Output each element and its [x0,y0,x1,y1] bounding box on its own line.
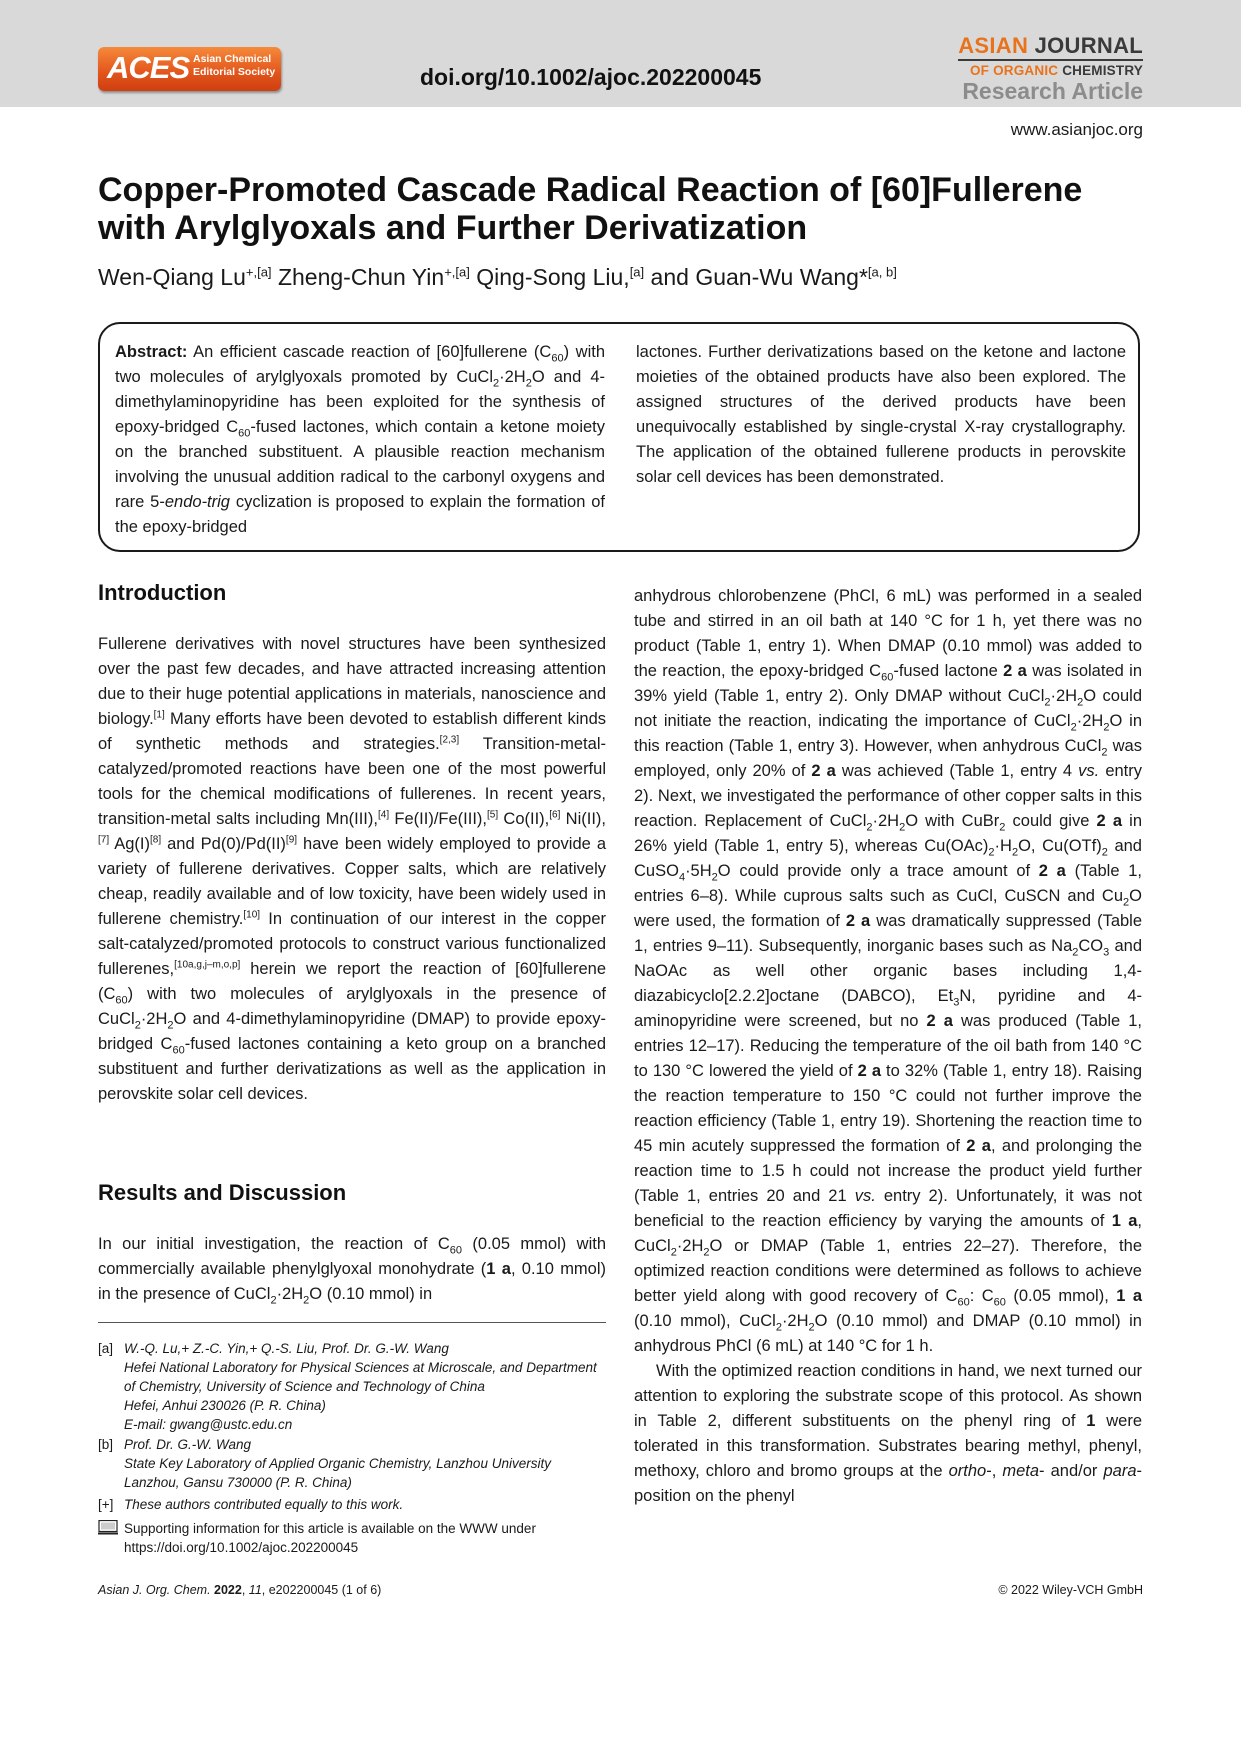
authors-conjunction: and [650,264,689,290]
abstract-right-column: lactones. Further derivatizations based on the ketone and lactone moieties of the obtained products have also been explored. The assigned structures of the derived products have been unequivocally established by single-crystal X-ray crystallography. The application of the obtained fullerene products in perovskite solar cell devices has been demonstrated. [636,343,1126,486]
abstract-label: Abstract: [115,343,188,361]
author-affiliation: +,[a] [245,264,272,280]
author-name[interactable]: Guan-Wu Wang* [695,264,868,290]
footnote-supporting-info [98,1519,608,1557]
journal-logo [958,34,1143,104]
citation-ref[interactable]: [10a,g,j–m,o,p] [174,959,241,971]
footnote-a: [a] W.-Q. Lu,+ Z.-C. Yin,+ Q.-S. Liu, Prof. Dr. G.-W. Wang Hefei National Laboratory for Physical Sciences at Microscale, and Department of Chemistry, University of Science and Technology of China Hefei, Anhui 230026 (P. R. China) E-mail: gwang@ustc.edu.cn [98,1339,608,1434]
results-text-right: anhydrous chlorobenzene (PhCl, 6 mL) was performed in a sealed tube and stirred in an oil bath at 140 °C for 1 h, yet there was no product (Table 1, entry 1). When DMAP (0.10 mmol) was added to the reaction, the epoxy-bridged $C_{60}$-fused lactone 2 a was isolated in 39% yield (Table 1, entry 2). Only DMAP without $CuCl_2\cdot 2H_2O$ could not initiate the reaction, indicating the importance of $CuCl_2\cdot 2H_2O$ in this reaction (Table 1, entry 3). However, when anhydrous CuCl$_2$ was employed, only 20% of 2 a was achieved (Table 1, entry 4 vs. entry 2). Next, we investigated the performance of other copper salts in this reaction. Replacement of $CuCl_2\cdot 2H_2O$ with CuBr$_2$ could give 2 a in 26% yield (Table 1, entry 5), whereas $Cu(OAc)_2\cdot H_2O$, $Cu(OTf)_2$ and $CuSO_4\cdot 5H_2O$ could provide only a trace amount of 2 a (Table 1, entries 6–8). While cuprous salts such as CuCl, CuSCN and $Cu_2O$ were used, the formation of 2 a was dramatically suppressed (Table 1, entries 9–11). Subsequently, inorganic bases such as $Na_2CO_3$ and NaOAc as well other organic bases including 1,4-diazabicyclo[2.2.2]octane (DABCO), $Et_3N$, pyridine and 4-aminopyridine were screened, but no 2 a was produced (Table 1, entries 12–17). Reducing the temperature of the oil bath from 140 °C to 130 °C lowered the yield of 2 a to 32% (Table 1, entry 18). Raising the reaction temperature to 150 °C could not further improve the reaction efficiency (Table 1, entry 19). Shortening the reaction time to 45 min acutely suppressed the formation of 2 a, and prolonging the reaction time to 1.5 h could not increase the product yield further (Table 1, entries 20 and 21 vs. entry 2). Unfortunately, it was not beneficial to the reaction efficiency by varying the amounts of 1 a, $CuCl_2\cdot 2H_2O$ or DMAP (Table 1, entries 22–27). Therefore, the optimized reaction conditions were determined as follows to achieve better yield along with good recovery of $C_{60}$: $C_{60}$ (0.05 mmol), 1 a (0.10 mmol), $CuCl_2\cdot 2H_2O$ (0.10 mmol) and DMAP (0.10 mmol) in anhydrous PhCl (6 mL) at 140 °C for 1 h. With the optimized reaction conditions in hand, we next turned our attention to exploring the substrate scope of this protocol. As shown in Table 2, different substituents on the phenyl ring of 1 were tolerated in this transformation. Substrates bearing methyl, phenyl, methoxy, chloro and bromo groups at the ortho-, meta- and/or para-position on the phenyl [634,587,1143,1505]
author-name[interactable]: Wen-Qiang Lu [98,264,246,290]
footer-citation: Asian J. Org. Chem. 2022, 11, e202200045 (1 of 6) [98,1583,382,1597]
supporting-info-link[interactable]: Supporting information for this article is available on the WWW under https://doi.org/10.1002/ajoc.202200045 [124,1521,536,1555]
abstract-left-column: Abstract: An efficient cascade reaction of [60]fullerene $(C_{60})$ with two molecules of arylglyoxals promoted by $CuCl_2\cdot 2H_2O$ and 4-dimethylaminopyridine has been exploited for the synthesis of epoxy-bridged $C_{60}$-fused lactones, which contain a ketone moiety on the branched substituent. A plausible reaction mechanism involving the unusual addition radical to the carbonyl oxygens and rare 5-endo-trig cyclization is proposed to explain the formation of the epoxy-bridged [115,343,606,536]
author-list [98,264,897,291]
introduction-text: Fullerene derivatives with novel structures have been synthesized over the past few decades, and have attracted increasing attention due to their huge potential applications in materials, nanoscience and biology.[1] Many efforts have been devoted to establish different kinds of synthetic methods and strategies.[2,3] Transition-metal-catalyzed/promoted reactions have been one of the most powerful tools for the chemical modifications of fullerenes. In recent years, transition-metal salts including Mn(III),[4] Fe(II)/Fe(III),[5] Co(II),[6] Ni(II),[7] Ag(I)[8] and Pd(0)/Pd(II)[9] have been widely employed to provide a variety of fullerene derivatives. Copper salts, which are relatively cheap, readily available and of low toxicity, have been widely used in fullerene chemistry.[10] In continuation of our interest in the copper salt-catalyzed/promoted protocols to construct various functionalized fullerenes,[10a,g,j–m,o,p] herein we report the reaction of [60]fullerene $(C_{60})$ with two molecules of arylglyoxals in the presence of $CuCl_2\cdot 2H_2O$ and 4-dimethylaminopyridine (DMAP) to provide epoxy-bridged $C_{60}$-fused lactones containing a keto group on a branched substituent and further derivatizations as well as the application in perovskite solar cell devices. [98,635,606,1103]
footnote-divider [98,1322,606,1323]
computer-icon [98,1520,118,1535]
aces-logo-subtitle: Asian Chemical Editorial Society [193,53,276,78]
citation-ref[interactable]: [8] [149,834,162,846]
footer-copyright: © 2022 Wiley-VCH GmbH [998,1583,1143,1597]
journal-name-part2: JOURNAL [1034,33,1143,58]
section-heading-results: Results and Discussion [98,1180,347,1205]
author-name[interactable]: Zheng-Chun Yin [277,264,445,290]
citation-ref[interactable]: [10] [243,909,261,921]
footnote-b: [b] Prof. Dr. G.-W. Wang State Key Laboratory of Applied Organic Chemistry, Lanzhou University Lanzhou, Gansu 730000 (P. R. China) [98,1437,551,1490]
author-name[interactable]: Qing-Song Liu, [476,264,630,290]
journal-rule [958,59,1143,61]
citation-ref[interactable]: [7] [98,834,110,846]
results-text-left: In our initial investigation, the reaction of $C_{60}$ (0.05 mmol) with commercially available phenylglyoxal monohydrate (1 a, 0.10 mmol) in the presence of $CuCl_2\cdot 2H_2O$ (0.10 mmol) in [98,1235,607,1307]
journal-name-part1: ASIAN [958,33,1029,58]
author-email[interactable]: E-mail: gwang@ustc.edu.cn [124,1417,293,1432]
section-heading-introduction: Introduction [98,580,227,605]
journal-subtitle-part2: CHEMISTRY [1062,63,1143,78]
doi-link[interactable]: doi.org/10.1002/ajoc.202200045 [420,64,762,90]
author-affiliation: [a, b] [867,264,897,280]
author-affiliation: +,[a] [444,264,470,280]
aces-logo-text: ACES [107,50,190,85]
citation-ref[interactable]: [4] [377,809,390,821]
citation-ref[interactable]: [5] [486,809,499,821]
journal-website[interactable]: www.asianjoc.org [1010,120,1143,139]
citation-ref[interactable]: [9] [285,834,298,846]
journal-subtitle-part1: OF ORGANIC [969,63,1059,78]
citation-ref[interactable]: [6] [549,809,561,821]
article-title: Copper-Promoted Cascade Radical Reaction of [60]Fullerene with Arylglyoxals and Further Derivatization [98,171,1083,247]
aces-logo[interactable] [98,47,281,91]
citation-ref[interactable]: [1] [153,709,165,721]
citation-ref[interactable]: [2,3] [439,734,460,746]
footnote-equal-contribution: [+] These authors contributed equally to this work. [98,1497,404,1512]
abstract-box [98,322,1140,552]
author-affiliation: [a] [629,264,645,280]
article-type: Research Article [962,78,1143,104]
